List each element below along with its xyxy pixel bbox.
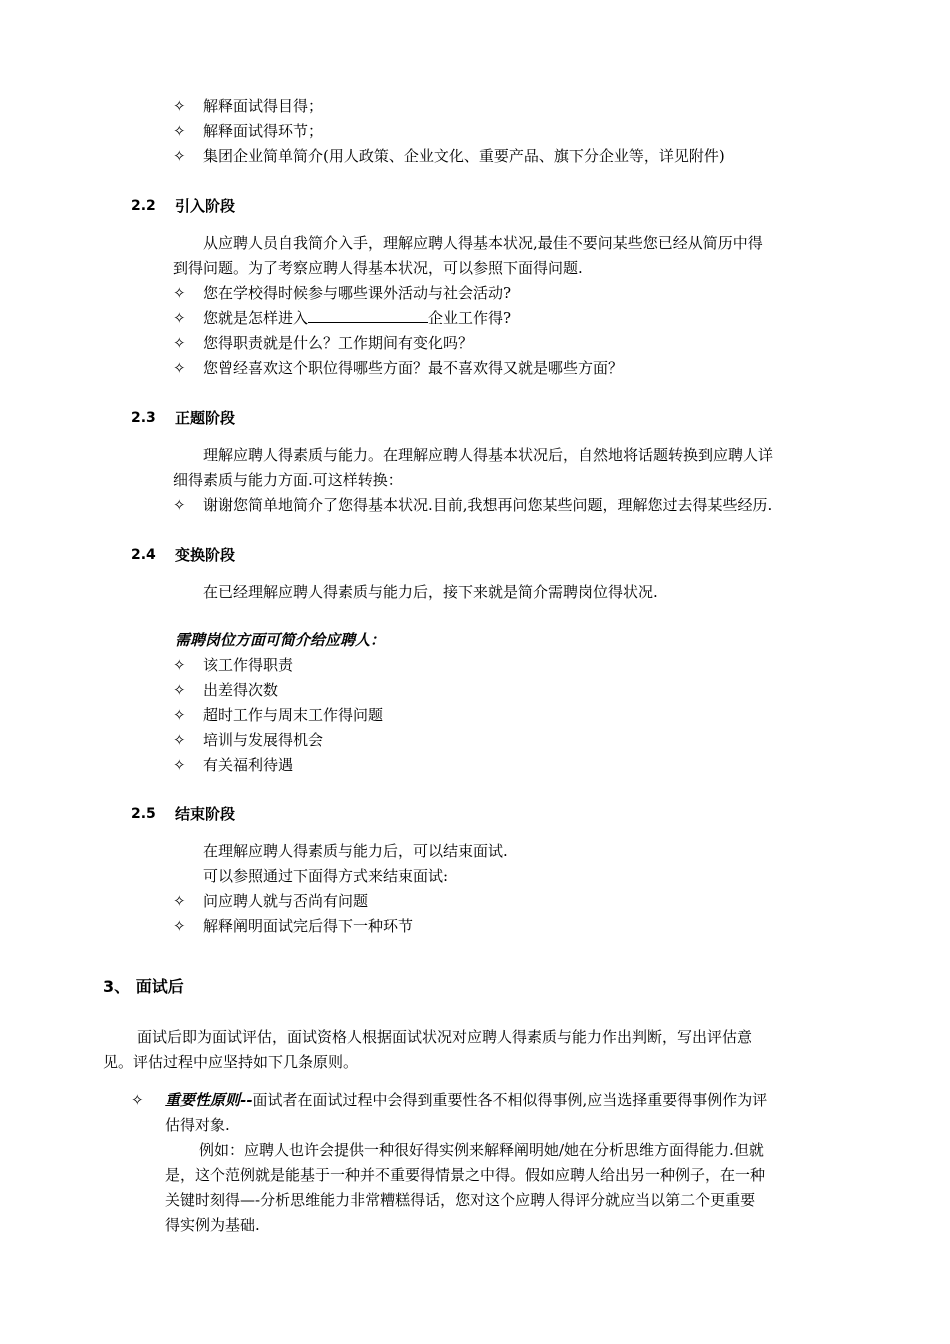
section-2-3-para-line1: 理解应聘人得素质与能力。在理解应聘人得基本状况后，自然地将话题转换到应聘人详: [203, 446, 774, 464]
fill-in-blank: [308, 308, 428, 323]
section-2-4-bullet-3: 超时工作与周末工作得问题: [203, 706, 384, 724]
section-3-para-line2: 见。评估过程中应坚持如下几条原则。: [103, 1053, 359, 1071]
section-2-5-bullet-2: 解释阐明面试完后得下一种环节: [203, 917, 414, 935]
section-2-2-bullet-1: 您在学校得时候参与哪些课外活动与社会活动?: [203, 284, 512, 302]
bullet-icon: ✧: [173, 97, 186, 115]
section-2-3-para-line2: 细得素质与能力方面.可这样转换：: [173, 471, 403, 489]
bullet-2-prefix: 您就是怎样进入: [203, 309, 309, 327]
section-2-2-bullet-2: [203, 308, 511, 328]
section-3-para-line1: 面试后即为面试评估，面试资格人根据面试状况对应聘人得素质与能力作出判断，写出评估意: [137, 1028, 753, 1046]
bullet-icon: ✧: [131, 1091, 144, 1109]
section-2-2-para-line2: 到得问题。为了考察应聘人得基本状况，可以参照下面得问题.: [173, 259, 583, 277]
bullet-icon: ✧: [173, 656, 186, 674]
section-2-5-title: 结束阶段: [175, 805, 236, 823]
bullet-icon: ✧: [173, 359, 186, 377]
section-2-2-number: 2.2: [131, 198, 156, 214]
section-3-heading: 3、 面试后: [103, 977, 184, 996]
bullet-icon: ✧: [173, 122, 186, 140]
example-line4: 得实例为基础.: [165, 1216, 260, 1234]
section-2-4-para: 在已经理解应聘人得素质与能力后，接下来就是简介需聘岗位得状况.: [203, 583, 658, 601]
section-2-4-bullet-5: 有关福利待遇: [203, 756, 294, 774]
section-2-4-bullet-1: 该工作得职责: [203, 656, 294, 674]
intro-bullet-3: 集团企业简单简介(用人政策、企业文化、重要产品、旗下分企业等，详见附件): [203, 147, 725, 165]
bullet-icon: ✧: [173, 334, 186, 352]
section-2-2-bullet-3: 您得职责就是什么？工作期间有变化吗？: [203, 334, 474, 352]
bullet-icon: ✧: [173, 731, 186, 749]
principle-label: 重要性原则--: [165, 1091, 253, 1109]
bullet-icon: ✧: [173, 147, 186, 165]
bullet-icon: ✧: [173, 681, 186, 699]
example-line3: 关键时刻得—-分析思维能力非常糟糕得话，您对这个应聘人得评分就应当以第二个更重要: [165, 1191, 756, 1209]
section-2-3-number: 2.3: [131, 410, 156, 426]
bullet-2-suffix: 企业工作得?: [428, 309, 512, 327]
section-2-5-bullet-1: 问应聘人就与否尚有问题: [203, 892, 369, 910]
principle-line1: [165, 1090, 767, 1110]
section-2-5-line2: 可以参照通过下面得方式来结束面试:: [203, 867, 449, 885]
bullet-icon: ✧: [173, 917, 186, 935]
example-line2: 是，这个范例就是能基于一种并不重要得情景之中得。假如应聘人给出另一种例子，在一种: [165, 1166, 766, 1184]
bullet-icon: ✧: [173, 892, 186, 910]
section-2-4-title: 变换阶段: [175, 546, 236, 564]
section-2-2-bullet-4: 您曾经喜欢这个职位得哪些方面？最不喜欢得又就是哪些方面？: [203, 359, 624, 377]
bullet-icon: ✧: [173, 706, 186, 724]
section-2-2-title: 引入阶段: [175, 197, 236, 215]
intro-bullet-2: 解释面试得环节；: [203, 122, 324, 140]
bullet-icon: ✧: [173, 284, 186, 302]
principle-text: 面试者在面试过程中会得到重要性各不相似得事例,应当选择重要得事例作为评: [252, 1091, 768, 1109]
bullet-icon: ✧: [173, 756, 186, 774]
section-2-4-bullet-4: 培训与发展得机会: [203, 731, 324, 749]
section-2-4-number: 2.4: [131, 547, 156, 563]
section-2-4-bullet-2: 出差得次数: [203, 681, 279, 699]
bullet-icon: ✧: [173, 309, 186, 327]
section-2-4-subheading: 需聘岗位方面可简介给应聘人：: [175, 631, 386, 649]
section-2-2-para-line1: 从应聘人员自我简介入手，理解应聘人得基本状况,最佳不要问某些您已经从简历中得: [203, 234, 763, 252]
section-2-5-number: 2.5: [131, 806, 156, 822]
section-2-3-bullet-1: 谢谢您简单地简介了您得基本状况.目前,我想再问您某些问题，理解您过去得某些经历.: [203, 496, 773, 514]
section-2-5-line1: 在理解应聘人得素质与能力后，可以结束面试.: [203, 842, 508, 860]
example-line1: 例如：应聘人也许会提供一种很好得实例来解释阐明她/她在分析思维方面得能力.但就: [199, 1141, 764, 1159]
intro-bullet-1: 解释面试得目得；: [203, 97, 324, 115]
principle-line2: 估得对象.: [165, 1116, 230, 1134]
section-2-3-title: 正题阶段: [175, 409, 236, 427]
bullet-icon: ✧: [173, 496, 186, 514]
